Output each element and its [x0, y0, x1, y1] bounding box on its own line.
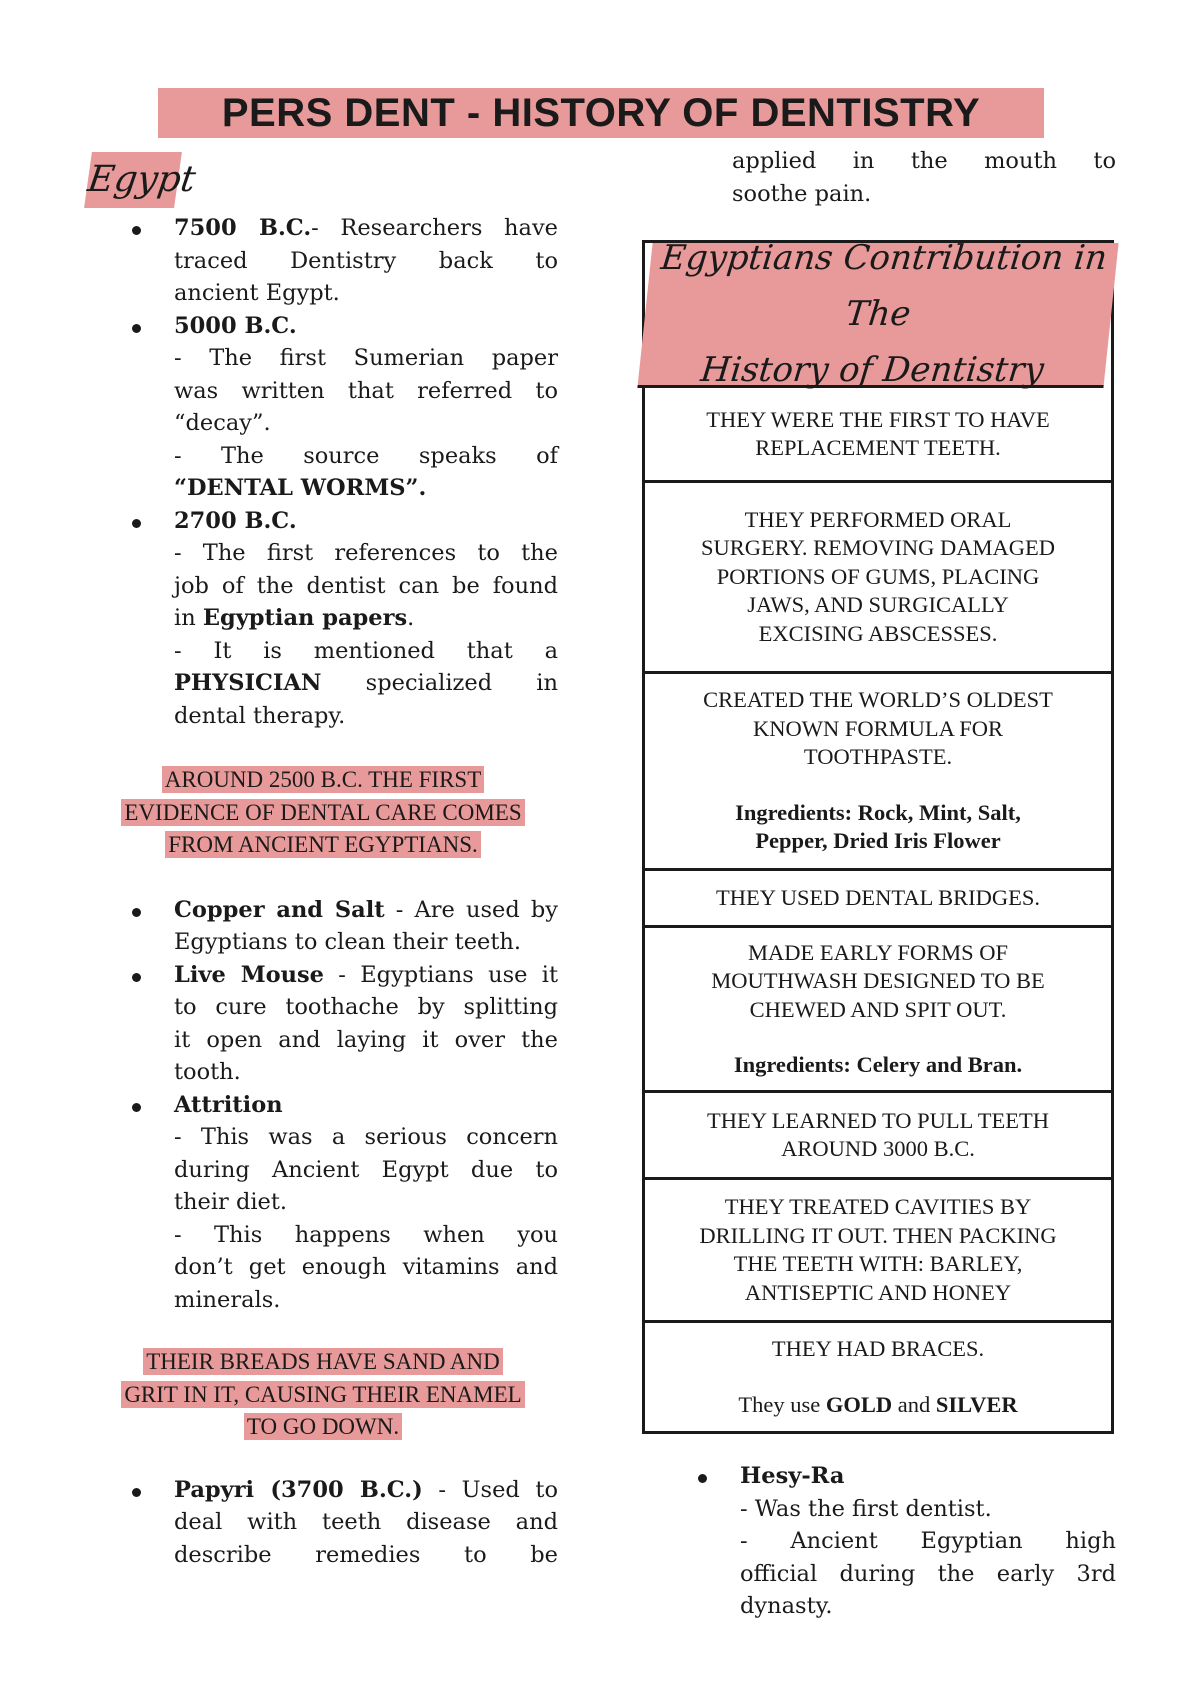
bullet-text: during Ancient Egypt due to: [174, 1156, 558, 1183]
bullet-text: .: [407, 605, 415, 631]
bullet-title: 2700 B.C.: [174, 507, 297, 534]
list-item: [690, 1460, 1116, 1623]
bullet-text: PHYSICIAN: [174, 670, 322, 696]
highlighted-note: [88, 764, 558, 862]
continuation-text: soothe pain.: [732, 180, 872, 207]
left-column: [124, 212, 558, 1571]
bullet-icon: [698, 1474, 707, 1483]
note-text: THEIR BREADS HAVE SAND AND: [143, 1348, 503, 1375]
note-text: TO GO DOWN.: [244, 1413, 402, 1440]
bullet-text: in: [174, 605, 203, 631]
bullet-text: - The first Sumerian paper: [174, 345, 558, 371]
list-item: [124, 959, 558, 1089]
bullet-title: Live Mouse: [174, 961, 324, 988]
bullet-text: - Used to: [422, 1476, 558, 1503]
bullet-text: specialized in: [321, 670, 558, 696]
bullet-text: it open and laying it over the: [174, 1026, 558, 1053]
table-row: MADE EARLY FORMS OF MOUTHWASH DESIGNED TO BE CHEWED AND SPIT OUT. Ingredients: Celery and Bran.: [645, 928, 1111, 1093]
note-text: EVIDENCE OF DENTAL CARE COMES: [121, 799, 524, 826]
note-text: FROM ANCIENT EGYPTIANS.: [165, 831, 480, 858]
right-column-bottom: [690, 1460, 1116, 1623]
table-header-text: History of Dentistry: [698, 350, 1046, 390]
bullet-text: - The source speaks of: [174, 442, 558, 469]
bullet-text: official during the early 3rd: [740, 1560, 1116, 1587]
list-item: [124, 1089, 558, 1317]
bullet-text: - This was a serious concern: [174, 1124, 558, 1150]
bullet-icon: [132, 1488, 141, 1497]
bullet-text: tooth.: [174, 1059, 241, 1085]
bullet-title: 5000 B.C.: [174, 312, 297, 339]
table-row: THEY USED DENTAL BRIDGES.: [645, 871, 1111, 928]
highlighted-note: [88, 1346, 558, 1444]
bullet-text: Egyptian papers: [202, 605, 408, 631]
bullet-title: Attrition: [174, 1091, 283, 1118]
list-item: [124, 505, 558, 733]
bullet-text: to cure toothache by splitting: [174, 994, 558, 1020]
page-title: PERS DENT - HISTORY OF DENTISTRY: [158, 88, 1044, 138]
table-header-text: Egyptians Contribution in The: [659, 238, 1110, 334]
bullet-icon: [132, 973, 141, 982]
list-item: [124, 1474, 558, 1572]
bullet-text: job of the dentist can be found: [174, 572, 558, 599]
bullet-icon: [132, 519, 141, 528]
bullet-text: - The first references to the: [174, 540, 558, 566]
table-header: [637, 238, 1118, 390]
bullet-text: was written that referred to: [174, 377, 558, 404]
bullet-text: “decay”.: [174, 410, 271, 436]
contributions-table: [642, 240, 1114, 1434]
bullet-text: - Ancient Egyptian high: [740, 1528, 1116, 1554]
section-heading-egypt: Egypt: [84, 152, 182, 208]
table-row: CREATED THE WORLD’S OLDEST KNOWN FORMULA FOR TOOTHPASTE. Ingredients: Rock, Mint, Salt, Pepper, Dried Iris Flower: [645, 674, 1111, 871]
bullet-text: “DENTAL WORMS”.: [174, 475, 427, 501]
bullet-text: dynasty.: [740, 1593, 833, 1619]
table-row: THEY TREATED CAVITIES BY DRILLING IT OUT. THEN PACKING THE TEETH WITH: BARLEY, ANTISEPTIC AND HONEY: [645, 1180, 1111, 1323]
bullet-text: - It is mentioned that a: [174, 637, 558, 664]
bullet-text: traced Dentistry back to: [174, 247, 558, 274]
bullet-text: describe remedies to be: [174, 1541, 558, 1568]
bullet-title: Hesy-Ra: [740, 1463, 845, 1489]
bullet-text: minerals.: [174, 1286, 281, 1313]
note-text: GRIT IN IT, CAUSING THEIR ENAMEL: [121, 1381, 524, 1408]
note-text: AROUND 2500 B.C. THE FIRST: [162, 766, 485, 793]
bullet-text: dental therapy.: [174, 702, 346, 729]
list-item: [124, 894, 558, 959]
bullet-text: - This happens when you: [174, 1221, 558, 1248]
bullet-icon: [132, 908, 141, 917]
bullet-text: their diet.: [174, 1189, 288, 1215]
bullet-text: - Was the first dentist.: [740, 1495, 992, 1522]
bullet-icon: [132, 226, 141, 235]
table-row: THEY WERE THE FIRST TO HAVE REPLACEMENT TEETH.: [645, 388, 1111, 483]
bullet-text: - Are used by: [384, 896, 559, 923]
right-column-continuation: [732, 145, 1116, 210]
table-row: THEY PERFORMED ORAL SURGERY. REMOVING DAMAGED PORTIONS OF GUMS, PLACING JAWS, AND SURGICALLY EXCISING ABSCESSES.: [645, 483, 1111, 674]
bullet-text: - Egyptians use it: [324, 961, 558, 988]
bullet-text: Egyptians to clean their teeth.: [174, 929, 522, 955]
bullet-icon: [132, 1103, 141, 1112]
bullet-title: Papyri (3700 B.C.): [174, 1476, 423, 1503]
bullet-text: - Researchers have: [311, 215, 558, 241]
bullet-text: ancient Egypt.: [174, 280, 340, 306]
table-row: THEY HAD BRACES. They use GOLD and SILVER: [738, 1336, 1018, 1417]
bullet-text: don’t get enough vitamins and: [174, 1254, 558, 1280]
bullet-title: Copper and Salt: [174, 896, 385, 923]
table-row: THEY LEARNED TO PULL TEETH AROUND 3000 B.C.: [645, 1093, 1111, 1180]
continuation-text: applied in the mouth to: [732, 148, 1116, 174]
list-item: [124, 310, 558, 505]
bullet-title: 7500 B.C.: [174, 215, 312, 241]
bullet-icon: [132, 324, 141, 333]
list-item: [124, 212, 558, 310]
bullet-text: deal with teeth disease and: [174, 1509, 558, 1535]
